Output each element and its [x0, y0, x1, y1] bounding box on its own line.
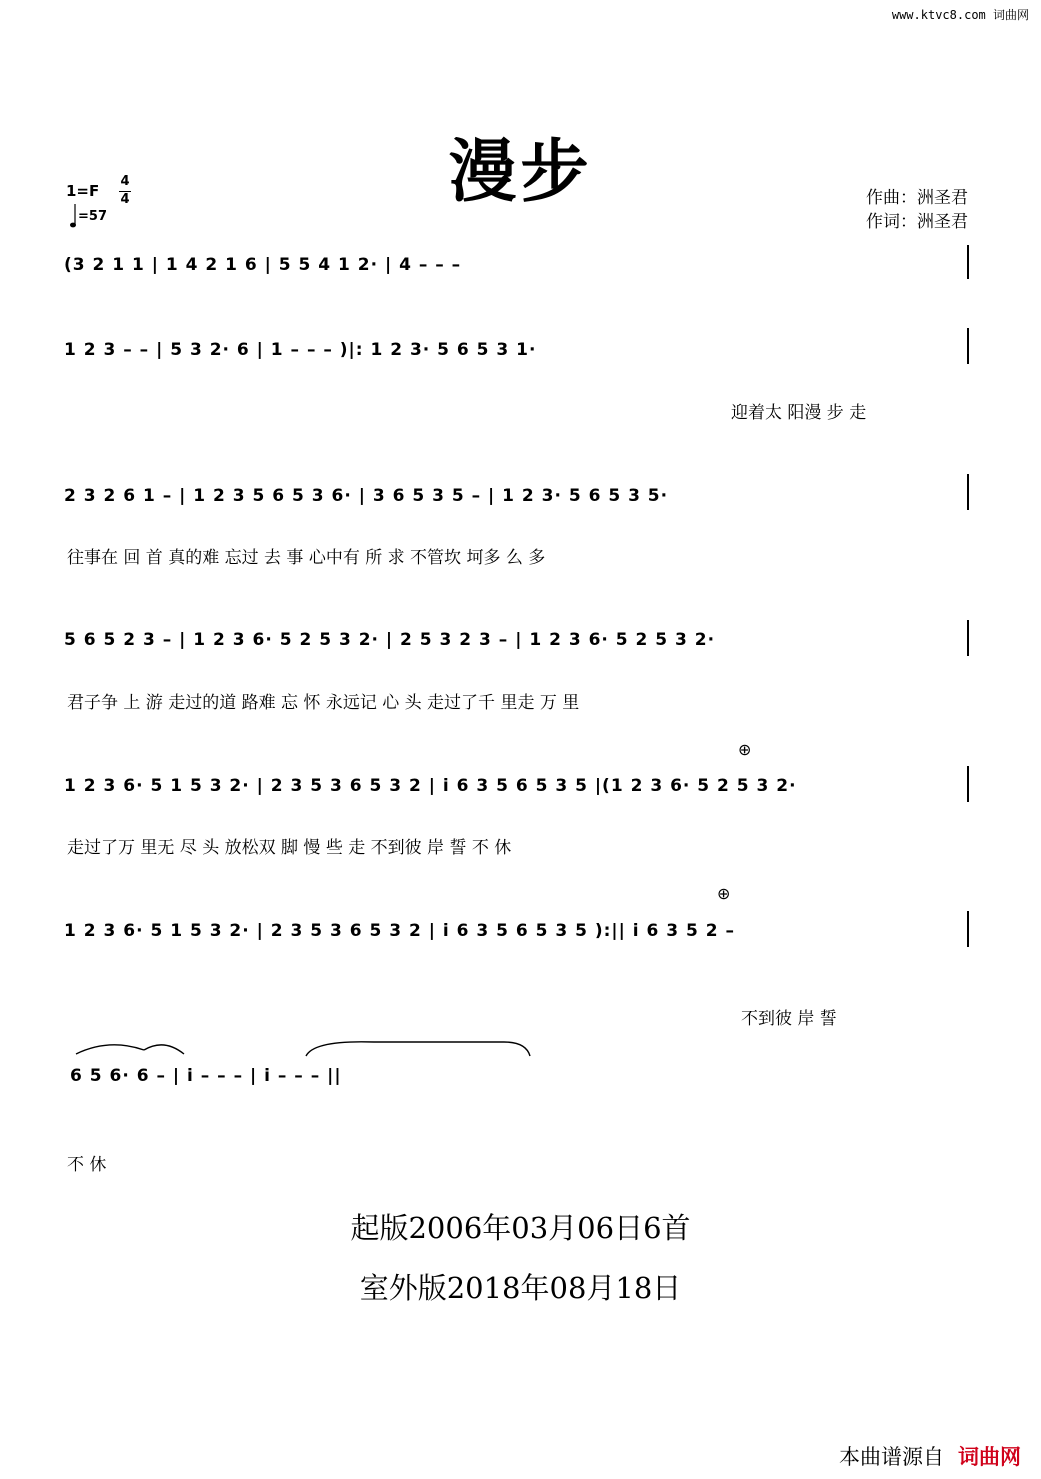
- lyric-line-3: 往事在 回 首 真的难 忘过 去 事 心中有 所 求 不管坎 坷多 么 多: [67, 548, 546, 568]
- bar-line: [967, 328, 969, 364]
- time-signature-top: 4: [120, 174, 130, 189]
- lyricist-credit: 作词：洲圣君: [866, 212, 968, 232]
- staff-line-3: 2 3 2 6 1 – | 1 2 3 5 6 5 3 6· | 3 6 5 3 5 – | 1 2 3· 5 6 5 3 5·: [64, 486, 669, 506]
- bar-line: [967, 474, 969, 510]
- staff-line-5: 1 2 3 6· 5 1 5 3 2· | 2 3 5 3 6 5 3 2 | i 6 3 5 6 5 3 5 |(1 2 3 6· 5 2 5 3 2·: [64, 776, 797, 796]
- bar-line: [967, 766, 969, 802]
- song-title: 漫步: [448, 132, 593, 212]
- lyric-line-5: 走过了万 里无 尽 头 放松双 脚 慢 些 走 不到彼 岸 誓 不 休: [67, 838, 512, 858]
- key-signature: 1=F: [66, 182, 100, 200]
- lyric-line-4: 君子争 上 游 走过的道 路难 忘 怀 永远记 心 头 走过了千 里走 万 里: [67, 693, 580, 713]
- lyric-line-7: 不 休: [67, 1155, 107, 1175]
- tempo-marking: =57: [78, 209, 107, 224]
- footer-line-2: 室外版2018年08月18日: [359, 1271, 682, 1305]
- bar-line: [967, 620, 969, 656]
- staff-line-2: 1 2 3 – – | 5 3 2· 6 | 1 – – – )|: 1 2 3· 5 6 5 3 1·: [64, 340, 537, 360]
- coda-sign-icon: ⊕: [738, 740, 752, 759]
- staff-line-7: 6 5 6· 6 – | i – – – | i – – – ||: [70, 1066, 342, 1086]
- composer-credit: 作曲：洲圣君: [866, 188, 968, 208]
- time-signature-bottom: 4: [120, 192, 130, 207]
- coda-sign-icon: ⊕: [717, 884, 731, 903]
- staff-line-6: 1 2 3 6· 5 1 5 3 2· | 2 3 5 3 6 5 3 2 | i 6 3 5 6 5 3 5 ):|| i 6 3 5 2 –: [64, 921, 735, 941]
- footer-line-1: 起版2006年03月06日6首: [350, 1211, 691, 1245]
- bar-line: [967, 911, 969, 947]
- lyric-line-6: 不到彼 岸 誓: [741, 1009, 837, 1029]
- source-attribution: [839, 1441, 1021, 1471]
- site-watermark: www.ktvc8.com 词曲网: [891, 8, 1029, 22]
- lyric-line-2: 迎着太 阳漫 步 走: [731, 403, 867, 423]
- bar-line: [967, 245, 969, 279]
- quarter-note-icon: [70, 204, 76, 228]
- staff-line-4: 5 6 5 2 3 – | 1 2 3 6· 5 2 5 3 2· | 2 5 3 2 3 – | 1 2 3 6· 5 2 5 3 2·: [64, 630, 716, 650]
- staff-line-1: (3 2 1 1 | 1 4 2 1 6 | 5 5 4 1 2· | 4 – – –: [64, 255, 462, 275]
- source-brand-link[interactable]: 词曲网: [958, 1445, 1021, 1469]
- source-label: 本曲谱源自: [839, 1445, 944, 1469]
- tie-slurs: [74, 1038, 534, 1058]
